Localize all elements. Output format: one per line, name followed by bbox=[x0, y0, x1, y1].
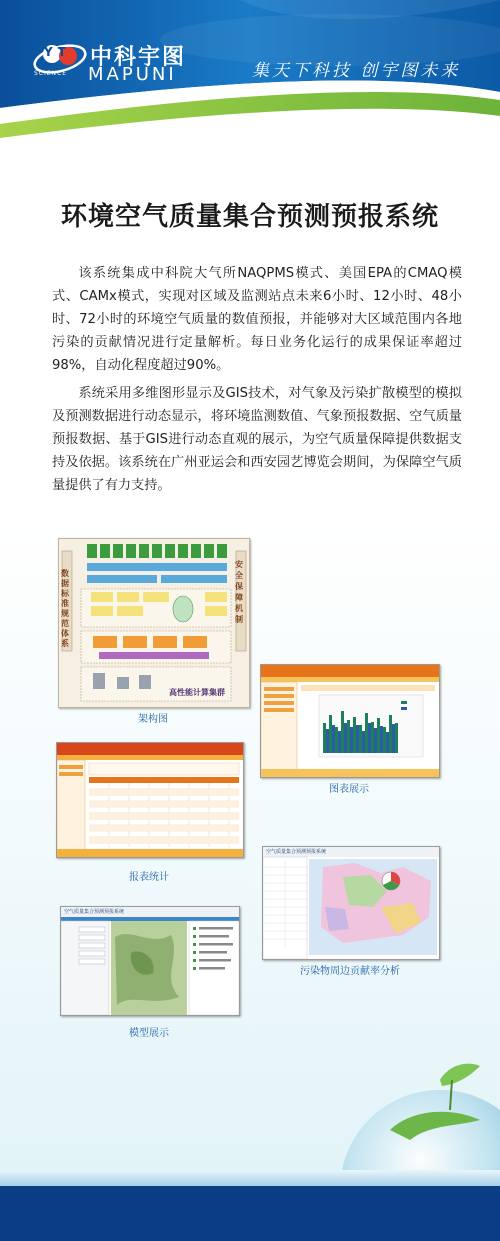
architecture-diagram bbox=[59, 539, 249, 707]
report-stats-caption: 报表统计 bbox=[129, 872, 169, 883]
arch-cluster-label: 高性能计算集群 bbox=[169, 688, 225, 697]
arch-right-label: 安全保障机制 bbox=[235, 560, 243, 624]
logo-letters: YT bbox=[44, 45, 71, 59]
slogan: 集天下科技 创宇图未来 bbox=[252, 61, 461, 81]
page-title: 环境空气质量集合预测预报系统 bbox=[60, 202, 439, 232]
model-display-screenshot bbox=[61, 907, 239, 1015]
company-name-cn: 中科宇图 bbox=[90, 45, 187, 70]
footer-bar bbox=[0, 1186, 500, 1241]
chart-display-screenshot bbox=[261, 665, 439, 777]
report-stats-screenshot bbox=[57, 743, 243, 857]
pollution-window-title: 空气质量集合预测预报系统 bbox=[266, 849, 327, 855]
globe-decoration bbox=[330, 1040, 500, 1186]
arch-left-label: 数据标准规范体系 bbox=[61, 569, 69, 648]
intro-paragraph-2: 系统采用多维图形显示及GIS技术，对气象及污染扩散模型的模拟及预测数据进行动态显示，将环境监测数值、气象预报数据、空气质量预报数据、基于GIS进行动态直观的展示，为空气质量保障提供数据支持及依据。该系统在广州亚运会和西安园艺博览会期间，为保障空气质量提供了有力支持。 bbox=[52, 386, 462, 493]
pollution-analysis-screenshot bbox=[263, 847, 439, 959]
company-name-en: MAPUNI bbox=[88, 64, 177, 85]
model-window-title: 空气质量集合预测预报系统 bbox=[64, 909, 125, 915]
logo-small-text: SCIENCE bbox=[34, 70, 68, 77]
header-banner bbox=[0, 0, 500, 140]
architecture-caption: 架构图 bbox=[138, 714, 168, 725]
pollution-analysis-caption: 污染物周边贡献率分析 bbox=[300, 966, 400, 977]
architecture-figure bbox=[58, 538, 250, 708]
pollution-analysis-figure bbox=[262, 846, 440, 960]
report-stats-figure bbox=[56, 742, 244, 858]
chart-display-caption: 图表展示 bbox=[329, 784, 369, 795]
intro-paragraph-1: 该系统集成中科院大气所NAQPMS模式、美国EPA的CMAQ模式、CAMx模式，实现对区域及监测站点未来6小时、12小时、48小时、72小时的环境空气质量的数值预报，并能够对大区域范围内各地污染的贡献情况进行定量解析。每日业务化运行的成果保证率超过98%，自动化程度超过90%。 bbox=[52, 266, 462, 373]
globe-illustration bbox=[330, 1040, 500, 1186]
model-display-figure bbox=[60, 906, 240, 1016]
chart-display-figure bbox=[260, 664, 440, 778]
company-logo bbox=[30, 36, 92, 82]
model-display-caption: 模型展示 bbox=[129, 1028, 169, 1039]
